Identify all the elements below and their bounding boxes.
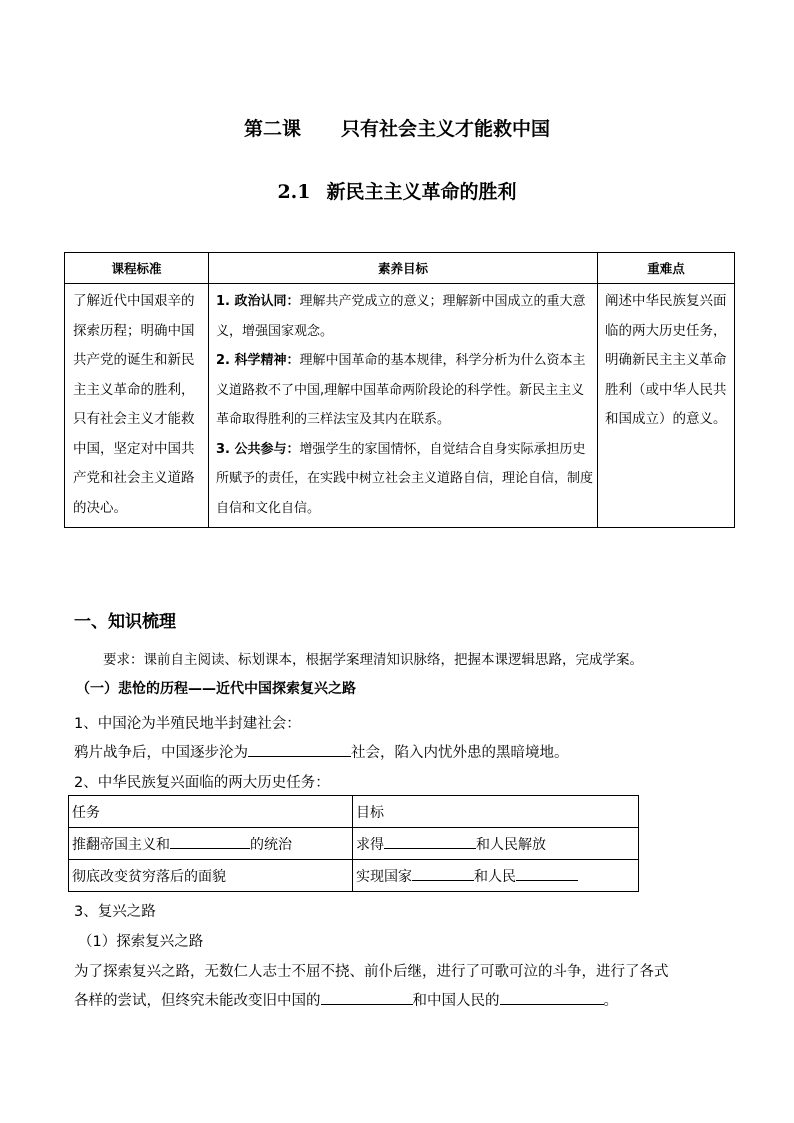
standards-table (64, 252, 735, 528)
task-row (69, 860, 639, 892)
section-name: 新民主主义革命的胜利 (326, 181, 517, 203)
task-header-row (69, 796, 639, 828)
fill-blank[interactable] (412, 865, 474, 881)
task-table (68, 795, 639, 892)
goal-item: 3. 公共参与：增强学生的家国情怀，自觉结合自身实际承担历史所赋予的责任，在实践中树立社会主义道路自信，理论自信，制度自信和文化自信。 (216, 441, 594, 516)
fill-blank[interactable] (500, 989, 604, 1005)
fill-blank[interactable] (321, 989, 413, 1005)
key-points-cell: 阐述中华民族复兴面临的两大历史任务，明确新民主主义革命胜利（或中华人民共和国成立）的意义。 (598, 284, 735, 528)
task-cell: 彻底改变贫穷落后的面貌 (69, 860, 353, 892)
fill-blank[interactable] (384, 833, 476, 849)
header-literacy-goals: 素养目标 (209, 253, 598, 284)
section-number: 2.1 (277, 181, 311, 203)
goal-header: 目标 (353, 796, 639, 828)
lesson-title (0, 114, 794, 141)
item-3-heading: 3、复兴之路 (74, 904, 156, 920)
goal-item: 2. 科学精神：理解中国革命的基本规律，科学分析为什么资本主义道路救不了中国,理解中国革命两阶段论的科学性。新民主主义革命取得胜利的三样法宝及其内在联系。 (216, 353, 586, 427)
subsection-heading: （一）悲怆的历程——近代中国探索复兴之路 (76, 681, 356, 697)
fill-blank[interactable] (170, 833, 250, 849)
lesson-name: 只有社会主义才能救中国 (341, 118, 551, 140)
item-1-heading: 1、中国沦为半殖民地半封建社会： (74, 716, 301, 732)
header-key-points: 重难点 (598, 253, 735, 284)
course-standard-cell: 了解近代中国艰辛的探索历程；明确中国共产党的诞生和新民主主义革命的胜利，只有社会主义才能救中国，坚定对中国共产党和社会主义道路的决心。 (65, 284, 209, 528)
item-2-heading: 2、中华民族复兴面临的两大历史任务： (74, 775, 330, 791)
paragraph-line: 为了探索复兴之路，无数仁人志士不屈不挠、前仆后继，进行了可歌可泣的斗争，进行了各式 (74, 964, 669, 980)
item-1-sentence: 鸦片战争后，中国逐步沦为 社会，陷入内忧外患的黑暗境地。 (74, 741, 569, 762)
section-title (0, 177, 794, 204)
goal-cell: 实现国家 和人民 (353, 860, 639, 892)
task-cell: 推翻帝国主义和 的统治 (69, 828, 353, 860)
fill-blank[interactable] (516, 865, 578, 881)
knowledge-heading: 一、知识梳理 (74, 612, 176, 632)
literacy-goals-cell (209, 284, 598, 528)
requirement-text: 要求：课前自主阅读、标划课本，根据学案理清知识脉络，把握本课逻辑思路，完成学案。 (103, 652, 643, 668)
paragraph-line: 各样的尝试，但终究未能改变旧中国的 和中国人民的 。 (74, 989, 618, 1010)
item-3-1-heading: （1）探索复兴之路 (78, 934, 204, 950)
fill-blank[interactable] (248, 741, 351, 757)
goal-cell: 求得 和人民解放 (353, 828, 639, 860)
task-row (69, 828, 639, 860)
task-header: 任务 (69, 796, 353, 828)
standards-content-row (65, 284, 735, 528)
lesson-number: 第二课 (243, 118, 301, 140)
goal-item: 1. 政治认同：理解共产党成立的意义；理解新中国成立的重大意义，增强国家观念。 (216, 294, 586, 339)
standards-header-row (65, 253, 735, 284)
header-course-standard: 课程标准 (65, 253, 209, 284)
